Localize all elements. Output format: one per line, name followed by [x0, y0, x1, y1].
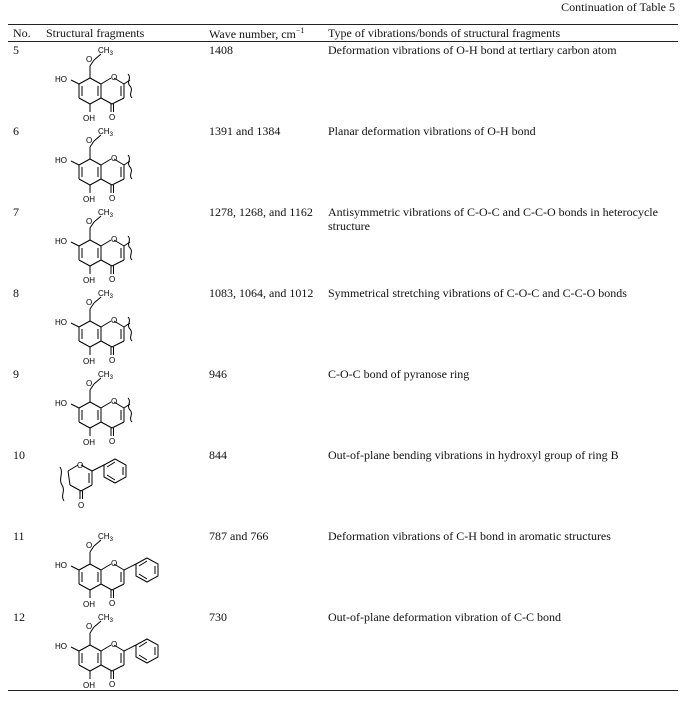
ho-label: HO [55, 318, 67, 327]
carbonyl-o-label: O [109, 194, 116, 203]
ch3-label: $CH_3$ [98, 46, 113, 57]
wave-number: 1391 and 1384 [209, 124, 281, 138]
ether-o-label: O [86, 379, 93, 388]
molecule-svg [46, 202, 196, 286]
structural-fragment-drawing [46, 445, 196, 529]
ch3-label: $CH_3$ [98, 613, 113, 624]
vibration-type: Planar deformation vibrations of O-H bond [328, 124, 536, 138]
molecule-svg [46, 40, 196, 124]
molecule-svg [46, 121, 196, 205]
structural-fragment-drawing [46, 283, 196, 367]
ho-label: HO [55, 399, 67, 408]
ether-o-label: O [86, 55, 93, 64]
vibration-type: Out-of-plane deformation vibration of C-C bond [328, 610, 561, 624]
ring-o-label: O [111, 73, 118, 82]
table-row [8, 285, 678, 365]
row-number: 7 [13, 205, 19, 219]
ring-o-label: O [111, 397, 118, 406]
ring-o-label: O [77, 461, 84, 470]
oh-label: OH [83, 276, 95, 285]
structural-fragment-drawing [46, 202, 196, 286]
table-row [8, 42, 678, 122]
row-number: 5 [13, 43, 19, 57]
vibration-type: Out-of-plane bending vibrations in hydroxyl group of ring B [328, 448, 619, 462]
row-number: 6 [13, 124, 19, 138]
ring-o-label: O [111, 559, 118, 568]
structural-fragment-drawing [46, 40, 196, 124]
ring-o-label: O [111, 235, 118, 244]
carbonyl-o-label: O [78, 501, 85, 510]
ho-label: HO [55, 156, 67, 165]
table-row [8, 204, 678, 284]
vibration-type: Antisymmetric vibrations of C-O-C and C-C-O bonds in heterocycle structure [328, 205, 658, 233]
structural-fragment-drawing [46, 526, 196, 610]
wave-number: 844 [209, 448, 227, 462]
ch3-label: $CH_3$ [98, 127, 113, 138]
row-number: 10 [13, 448, 25, 462]
table-row [8, 609, 678, 689]
oh-label: OH [83, 357, 95, 366]
table-row [8, 447, 678, 527]
row-number: 11 [13, 529, 25, 543]
structural-fragment-drawing [46, 364, 196, 448]
vibration-type: Deformation vibrations of O-H bond at tertiary carbon atom [328, 43, 617, 57]
table-row [8, 366, 678, 446]
molecule-svg [46, 526, 196, 610]
header-no: No. [13, 26, 31, 40]
oh-label: OH [83, 114, 95, 123]
carbonyl-o-label: O [109, 680, 116, 689]
molecule-svg [46, 283, 196, 367]
molecule-svg [46, 607, 196, 691]
ring-o-label: O [111, 640, 118, 649]
header-wave-number: Wave number, $cm^{-1}$ [209, 26, 305, 41]
ho-label: HO [55, 75, 67, 84]
ether-o-label: O [86, 622, 93, 631]
header-fragments: Structural fragments [46, 26, 145, 40]
vibration-type: Symmetrical stretching vibrations of C-O-C and C-C-O bonds [328, 286, 627, 300]
row-number: 12 [13, 610, 25, 624]
table-row [8, 123, 678, 203]
row-number: 9 [13, 367, 19, 381]
carbonyl-o-label: O [109, 437, 116, 446]
ch3-label: $CH_3$ [98, 370, 113, 381]
wave-number: 1083, 1064, and 1012 [209, 286, 314, 300]
molecule-svg [46, 364, 196, 448]
table-bottom-rule [8, 690, 678, 691]
vibration-type: C-O-C bond of pyranose ring [328, 367, 470, 381]
ether-o-label: O [86, 298, 93, 307]
wave-number: 1408 [209, 43, 233, 57]
row-number: 8 [13, 286, 19, 300]
vibration-type: Deformation vibrations of C-H bond in aromatic structures [328, 529, 611, 543]
header-vibration-type: Type of vibrations/bonds of structural fragments [328, 26, 561, 40]
structural-fragment-drawing [46, 121, 196, 205]
molecule-svg [46, 445, 196, 529]
carbonyl-o-label: O [109, 275, 116, 284]
carbonyl-o-label: O [109, 113, 116, 122]
ring-o-label: O [111, 316, 118, 325]
table-caption: Continuation of Table 5 [561, 0, 675, 14]
ether-o-label: O [86, 136, 93, 145]
ether-o-label: O [86, 541, 93, 550]
oh-label: OH [83, 681, 95, 690]
ch3-label: $CH_3$ [98, 208, 113, 219]
wave-number: 730 [209, 610, 227, 624]
ho-label: HO [55, 561, 67, 570]
ch3-label: $CH_3$ [98, 289, 113, 300]
table-top-rule [8, 24, 678, 25]
ether-o-label: O [86, 217, 93, 226]
oh-label: OH [83, 600, 95, 609]
oh-label: OH [83, 195, 95, 204]
wave-number: 946 [209, 367, 227, 381]
table-row [8, 528, 678, 608]
structural-fragment-drawing [46, 607, 196, 691]
ring-o-label: O [111, 154, 118, 163]
wave-number: 787 and 766 [209, 529, 269, 543]
ch3-label: $CH_3$ [98, 532, 113, 543]
carbonyl-o-label: O [109, 599, 116, 608]
wave-number: 1278, 1268, and 1162 [209, 205, 313, 219]
ho-label: HO [55, 642, 67, 651]
carbonyl-o-label: O [109, 356, 116, 365]
ho-label: HO [55, 237, 67, 246]
oh-label: OH [83, 438, 95, 447]
